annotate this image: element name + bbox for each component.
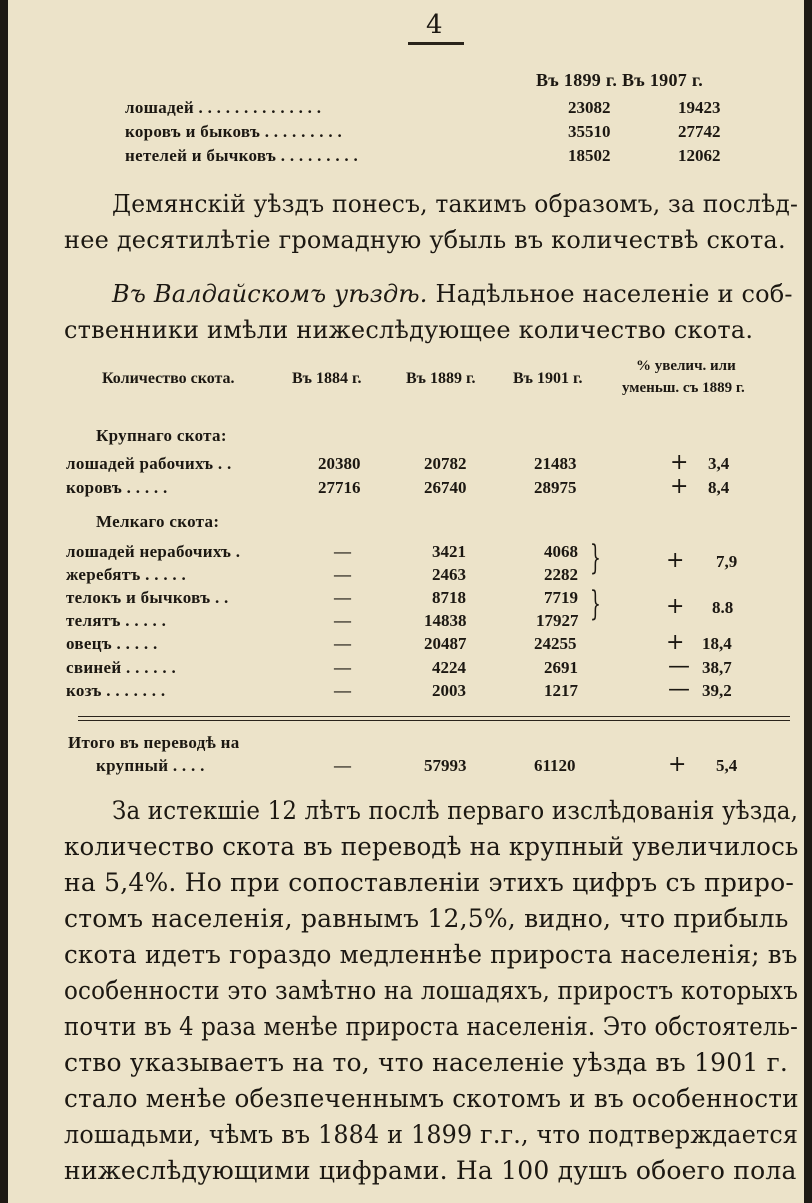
change-sign: + <box>666 594 685 619</box>
top-table-cell: 19423 <box>678 98 721 117</box>
table-divider <box>78 720 790 721</box>
top-table-cell: 12062 <box>678 146 721 165</box>
table-cell: 4224 <box>432 658 466 677</box>
brace-right: } <box>590 584 601 624</box>
table-cell: 20487 <box>424 634 467 653</box>
table-cell: 8.8 <box>712 598 734 617</box>
paragraph-line: Демянскій уѣздъ понесъ, такимъ образомъ, за послѣд- <box>112 190 799 218</box>
table-cell: 39,2 <box>702 681 732 700</box>
paragraph-line: почти въ 4 раза менѣе прироста населенія. Это обстоятель- <box>64 1012 798 1041</box>
table-cell: 2691 <box>544 658 578 677</box>
top-table-row-label: коровъ и быковъ . . . . . . . . . <box>125 122 343 141</box>
paragraph-line: ственники имѣли нижеслѣдующее количество скота. <box>64 316 754 344</box>
table-cell: 8718 <box>432 588 466 607</box>
table-cell: 18,4 <box>702 634 732 653</box>
table-cell: 3421 <box>432 542 466 561</box>
table-cell: 5,4 <box>716 756 738 775</box>
table-row-label: лошадей рабочихъ . . <box>66 454 232 473</box>
table-header-cell: % увелич. или <box>636 358 736 374</box>
top-table-row-label: лошадей . . . . . . . . . . . . . . <box>125 98 322 117</box>
change-sign: + <box>666 548 685 573</box>
table-cell: — <box>334 634 351 653</box>
paragraph-line: стомъ населенія, равнымъ 12,5%, видно, что прибыль <box>64 904 789 933</box>
paragraph-text: Надѣльное населеніе и соб- <box>435 280 793 308</box>
table-cell: 2282 <box>544 565 578 584</box>
page-number: 4 <box>426 10 443 40</box>
top-table-cell: 27742 <box>678 122 721 141</box>
table-cell: — <box>334 542 351 561</box>
table-row-label: жеребятъ . . . . . <box>66 565 187 584</box>
paragraph-line <box>112 280 793 308</box>
table-cell: — <box>334 565 351 584</box>
table-row-label: телятъ . . . . . <box>66 611 167 630</box>
paragraph-line: ство указываетъ на то, что населеніе уѣзда въ 1901 г. <box>64 1048 789 1077</box>
table-cell: 27716 <box>318 478 361 497</box>
table-row-label: овецъ . . . . . <box>66 634 158 653</box>
table-cell: — <box>334 756 351 775</box>
table-cell: — <box>334 681 351 700</box>
page-number-underline <box>408 42 464 45</box>
top-table-row-label: нетелей и бычковъ . . . . . . . . . <box>125 146 359 165</box>
table-cell: 38,7 <box>702 658 732 677</box>
table-row-label: лошадей нерабочихъ . <box>66 542 241 561</box>
table-cell: 17927 <box>536 611 579 630</box>
table-cell: 26740 <box>424 478 467 497</box>
change-sign: + <box>670 474 689 499</box>
table-cell: 21483 <box>534 454 577 473</box>
change-sign: + <box>670 450 689 475</box>
table-cell: 14838 <box>424 611 467 630</box>
top-table-cell: 23082 <box>568 98 611 117</box>
italic-district-heading: Въ Валдайскомъ уѣздѣ. <box>112 280 428 308</box>
table-divider <box>78 716 790 717</box>
table-cell: 7,9 <box>716 552 738 571</box>
table-cell: 7719 <box>544 588 578 607</box>
top-table-cell: 35510 <box>568 122 611 141</box>
table-cell: — <box>334 611 351 630</box>
brace-right: } <box>590 538 601 578</box>
table-cell: 3,4 <box>708 454 730 473</box>
paragraph-line: скота идетъ гораздо медленнѣе прироста населенія; въ <box>64 940 798 969</box>
table-cell: 1217 <box>544 681 578 700</box>
table-cell: — <box>334 658 351 677</box>
table-cell: 20380 <box>318 454 361 473</box>
paragraph-line: стало менѣе обезпеченнымъ скотомъ и въ особенности <box>64 1084 799 1113</box>
total-label: крупный . . . . <box>96 756 205 775</box>
table-header-cell: Количество скота. <box>102 370 235 387</box>
table-cell: 57993 <box>424 756 467 775</box>
table-cell: 8,4 <box>708 478 730 497</box>
table-cell: 2463 <box>432 565 466 584</box>
total-label: Итого въ переводѣ на <box>68 733 240 752</box>
paragraph-line: лошадьми, чѣмъ въ 1884 и 1899 г.г., что подтверждается <box>64 1120 799 1149</box>
table-cell: 28975 <box>534 478 577 497</box>
table-row-label: телокъ и бычковъ . . <box>66 588 229 607</box>
table-row-label: свиней . . . . . . <box>66 658 177 677</box>
paragraph-line: нее десятилѣтіе громадную убыль въ количествѣ скота. <box>64 226 786 254</box>
change-sign: — <box>668 654 690 679</box>
table-row-label: коровъ . . . . . <box>66 478 168 497</box>
table-cell: — <box>334 588 351 607</box>
table-header-cell: уменьш. съ 1889 г. <box>622 380 745 396</box>
table-cell: 20782 <box>424 454 467 473</box>
paragraph-line: За истекшіе 12 лѣтъ послѣ перваго изслѣдованія уѣзда, <box>112 796 799 825</box>
paragraph-line: нижеслѣдующими цифрами. На 100 душъ обоего пола <box>64 1156 797 1185</box>
group-heading: Крупнаго скота: <box>96 426 227 445</box>
table-cell: 4068 <box>544 542 578 561</box>
paragraph-line: особенности это замѣтно на лошадяхъ, приростъ которыхъ <box>64 976 799 1005</box>
table-cell: 2003 <box>432 681 466 700</box>
table-header-cell: Въ 1884 г. <box>292 370 362 387</box>
top-table-header: Въ 1899 г. Въ 1907 г. <box>536 70 704 90</box>
change-sign: — <box>668 677 690 702</box>
top-table-cell: 18502 <box>568 146 611 165</box>
document-page <box>8 0 804 1203</box>
table-header-cell: Въ 1901 г. <box>513 370 583 387</box>
change-sign: + <box>668 752 687 777</box>
table-cell: 61120 <box>534 756 576 775</box>
group-heading: Мелкаго скота: <box>96 512 220 531</box>
paragraph-line: количество скота въ переводѣ на крупный увеличилось <box>64 832 799 861</box>
table-header-cell: Въ 1889 г. <box>406 370 476 387</box>
paragraph-line: на 5,4%. Но при сопоставленіи этихъ цифръ съ приро- <box>64 868 795 897</box>
table-cell: 24255 <box>534 634 577 653</box>
change-sign: + <box>666 630 685 655</box>
table-row-label: козъ . . . . . . . <box>66 681 166 700</box>
